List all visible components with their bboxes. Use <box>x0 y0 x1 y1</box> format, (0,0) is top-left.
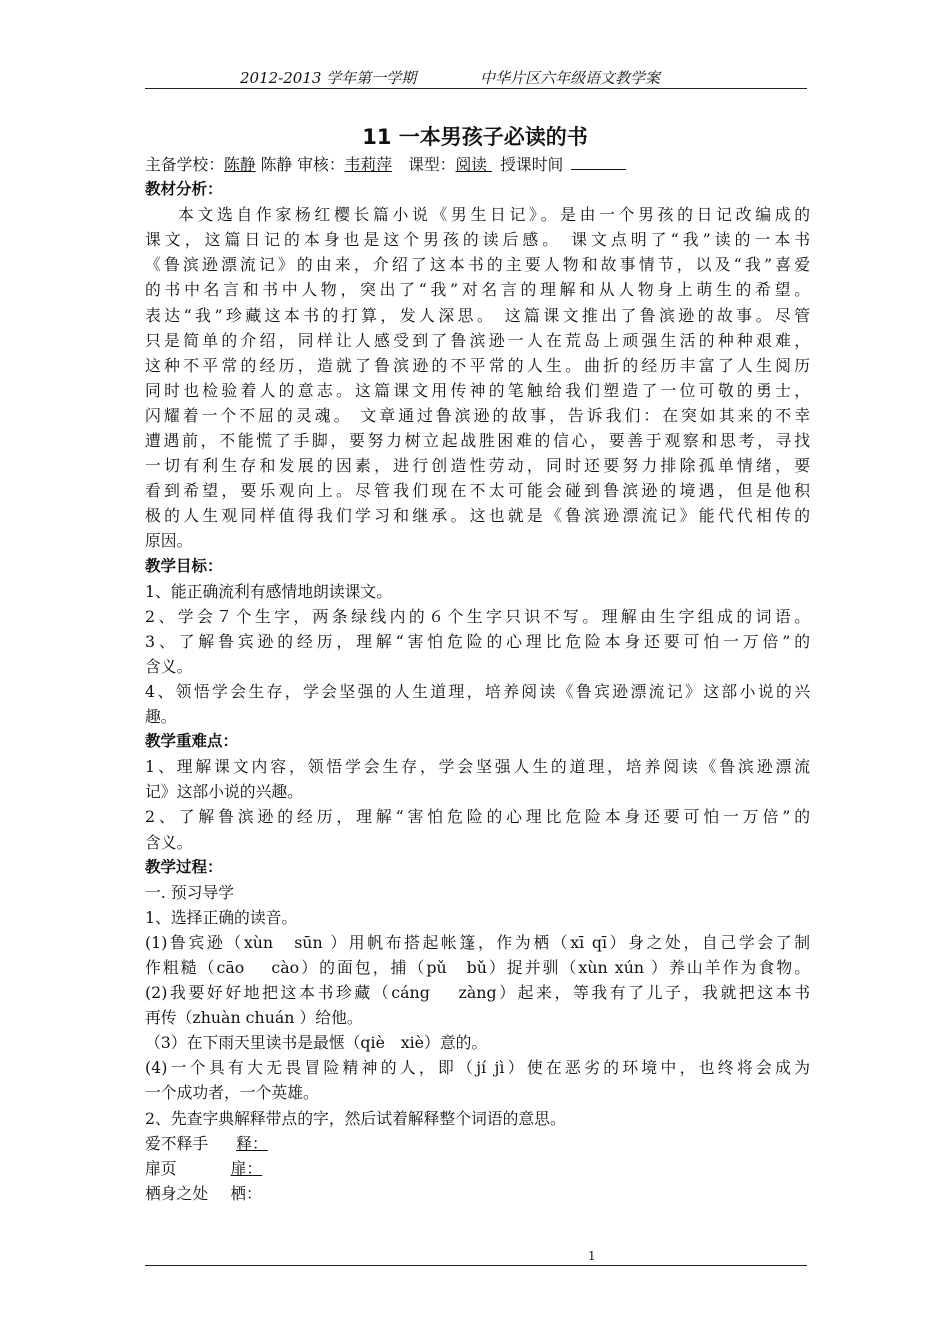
goal-line: 3、了解鲁宾逊的经历，理解“害怕危险的心理比危险本身还要可怕一万倍”的 <box>145 631 810 651</box>
goal-line: 趣。 <box>145 707 177 727</box>
goal-line: 2、学会７个生字，两条绿线内的６个生字只识不写。理解由生字组成的词语。 <box>145 606 810 626</box>
analysis-line: 同时也检验着人的意志。这篇课文用传神的笔触给我们塑造了一位可敬的勇士， <box>145 380 810 400</box>
keypoints-heading: 教学重难点： <box>145 732 239 751</box>
reviewer-label: 审核： <box>297 155 345 174</box>
time-blank <box>571 154 626 170</box>
goal-line: 含义。 <box>145 656 193 676</box>
keypoint-line: 1、理解课文内容，领悟学会生存，学会坚强人生的道理，培养阅读《鲁滨逊漂流 <box>145 757 810 777</box>
header-term: 2012-2013 学年第一学期 <box>240 69 417 87</box>
process-line: (2)我要好好地把这本书珍藏（cáng zàng）起来，等我有了儿子，我就把这本书 <box>145 983 810 1003</box>
analysis-line: 一切有利生存和发展的因素，进行创造性劳动，同时还要努力排除孤单情绪，要 <box>145 456 810 476</box>
school-value: 陈静 <box>224 155 256 174</box>
analysis-line: 课文，这篇日记的本身也是这个男孩的读后感。 课文点明了“我”读的一本书 <box>145 230 810 250</box>
analysis-line: 这种不平常的经历，造就了鲁滨逊的不平常的人生。曲折的经历丰富了人生阅历 <box>145 355 810 375</box>
person-value: 陈静 <box>255 155 298 174</box>
process-line: 2、先查字典解释带点的字，然后试着解释整个词语的意思。 <box>145 1108 566 1128</box>
analysis-line: 看到希望，要乐观向上。尽管我们现在不太可能会碰到鲁滨逊的境遇，但是他积 <box>145 481 810 501</box>
analysis-line: 只是简单的介绍，同样让人感受到了鲁滨逊一人在荒岛上顽强生活的种种艰难， <box>145 330 810 350</box>
process-line: 1、选择正确的读音。 <box>145 907 298 927</box>
process-line: 作粗糙（cāo cào）的面包，捕（pǔ bǔ）捉并驯（xùn xún ）养山羊作为食物。 <box>145 958 810 977</box>
word-item <box>145 1156 810 1181</box>
analysis-line: 本文选自作家杨红樱长篇小说《男生日记》。是由一个男孩的日记改编成的 <box>178 205 810 225</box>
header-course: 中华片区六年级语文教学案 <box>480 69 661 87</box>
footer-rule <box>145 1265 807 1266</box>
analysis-line: 《鲁滨逊漂流记》的由来，介绍了这本书的主要人物和故事情节，以及“我”喜爱 <box>145 255 810 275</box>
keypoint-line: 含义。 <box>145 832 193 852</box>
process-line: (4)一个具有大无畏冒险精神的人，即（jí jì）使在恶劣的环境中，也终将会成为 <box>145 1058 810 1078</box>
time-label: 授课时间 <box>500 155 564 174</box>
word-text: 扉页 <box>145 1158 177 1178</box>
word-text: 栖身之处 <box>145 1183 209 1203</box>
page-header <box>145 66 807 89</box>
document-body <box>145 152 810 1206</box>
process-line: 再传（zhuàn chuán ）给他。 <box>145 1008 363 1028</box>
type-label: 课型： <box>408 155 456 174</box>
word-item <box>145 1131 810 1156</box>
process-line: （3）在下雨天里读书是最惬（qiè xiè）意的。 <box>145 1033 488 1053</box>
process-heading: 教学过程： <box>145 857 223 876</box>
word-char: 扉： <box>230 1158 263 1178</box>
goal-line: 1、能正确流利有感情地朗读课文。 <box>145 581 393 601</box>
analysis-line: 闪耀着一个不屈的灵魂。 文章通过鲁滨逊的故事，告诉我们：在突如其来的不幸 <box>145 405 810 425</box>
word-text: 爱不释手 <box>145 1133 209 1153</box>
meta-line <box>145 152 810 177</box>
keypoint-line: 记》这部小说的兴趣。 <box>145 782 303 802</box>
page-number: 1 <box>588 1249 596 1263</box>
word-item <box>145 1181 810 1206</box>
process-line: (1)鲁宾逊（xùn sūn ）用帆布搭起帐篷，作为栖（xī qī）身之处，自己学会了制 <box>145 932 810 952</box>
school-label: 主备学校： <box>145 155 224 174</box>
word-char: 栖： <box>230 1183 262 1203</box>
analysis-heading: 教材分析： <box>145 180 223 199</box>
analysis-line: 表达“我”珍藏这本书的打算，发人深思。 这篇课文推出了鲁滨逊的故事。尽管 <box>145 305 810 325</box>
goals-heading: 教学目标： <box>145 556 223 575</box>
type-value: 阅读 <box>455 155 493 174</box>
reviewer-value: 韦莉萍 <box>344 155 393 174</box>
keypoint-line: 2、了解鲁滨逊的经历，理解“害怕危险的心理比危险本身还要可怕一万倍”的 <box>145 807 810 827</box>
analysis-line: 极的人生观同样值得我们学习和继承。这也就是《鲁滨逊漂流记》能代代相传的 <box>145 506 810 526</box>
lesson-title: 11 一本男孩子必读的书 <box>362 125 588 149</box>
process-line: 一个成功者，一个英雄。 <box>145 1083 319 1103</box>
process-line: 一. 预习导学 <box>145 882 235 902</box>
analysis-line: 原因。 <box>145 531 193 551</box>
analysis-line: 遭遇前，不能慌了手脚，要努力树立起战胜困难的信心，要善于观察和思考，寻找 <box>145 431 810 451</box>
word-char: 释： <box>236 1133 268 1153</box>
goal-line: 4、领悟学会生存，学会坚强的人生道理，培养阅读《鲁宾逊漂流记》这部小说的兴 <box>145 681 810 701</box>
analysis-line: 的书中名言和书中人物，突出了“我”对名言的理解和从人物身上萌生的希望。 <box>145 280 810 300</box>
